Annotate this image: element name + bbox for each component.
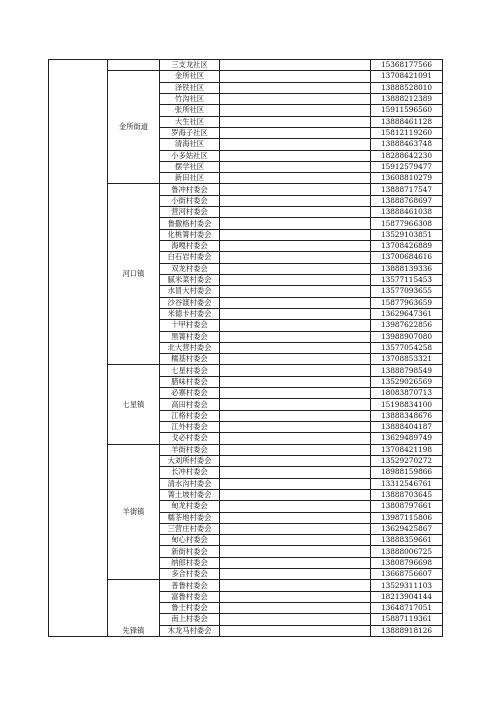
community-name-cell: 张所社区 [160, 105, 220, 116]
empty-cell [220, 422, 371, 433]
phone-cell: 13888703645 [371, 489, 443, 500]
community-name-cell: 海嘎村委会 [160, 241, 220, 252]
community-name-cell: 木龙马村委会 [160, 625, 220, 636]
community-name-cell: 江格村委会 [160, 410, 220, 421]
town-cell: 羊街镇 [108, 444, 160, 580]
community-name-cell: 北大营村委会 [160, 342, 220, 353]
phone-cell: 18213904144 [371, 591, 443, 602]
community-name-cell: 鲁土村委会 [160, 603, 220, 614]
community-name-cell: 长冲村委会 [160, 467, 220, 478]
empty-cell [220, 603, 371, 614]
empty-cell [220, 161, 371, 172]
empty-cell [220, 342, 371, 353]
empty-cell [220, 320, 371, 331]
table-row [49, 365, 443, 376]
empty-cell [220, 82, 371, 93]
empty-cell [220, 501, 371, 512]
empty-cell [220, 263, 371, 274]
empty-cell [220, 71, 371, 82]
town-cell: 先锋镇 [108, 580, 160, 637]
empty-cell [220, 127, 371, 138]
community-name-cell: 甸心村委会 [160, 535, 220, 546]
contact-table-body [49, 60, 443, 637]
empty-cell [220, 444, 371, 455]
community-name-cell: 大刘所村委会 [160, 455, 220, 466]
phone-cell: 13888139336 [371, 263, 443, 274]
community-name-cell: 大生社区 [160, 116, 220, 127]
community-name-cell: 黑箐村委会 [160, 331, 220, 342]
community-name-cell: 清海社区 [160, 139, 220, 150]
phone-cell: 13529270272 [371, 455, 443, 466]
phone-cell: 18288642230 [371, 150, 443, 161]
phone-cell: 13700684616 [371, 252, 443, 263]
community-name-cell: 摆学社区 [160, 161, 220, 172]
community-name-cell: 化桃箐村委会 [160, 229, 220, 240]
empty-cell [220, 274, 371, 285]
empty-cell [220, 105, 371, 116]
phone-cell: 13988907080 [371, 331, 443, 342]
community-name-cell: 糯基村委会 [160, 354, 220, 365]
empty-cell [220, 625, 371, 636]
community-name-cell: 清水沟村委会 [160, 478, 220, 489]
community-name-cell: 双龙村委会 [160, 263, 220, 274]
phone-cell: 13888798549 [371, 365, 443, 376]
empty-cell [220, 331, 371, 342]
table-row [49, 60, 443, 71]
phone-cell: 13708421091 [371, 71, 443, 82]
phone-cell: 13888359661 [371, 535, 443, 546]
phone-cell: 13888717547 [371, 184, 443, 195]
community-name-cell: 米德卡村委会 [160, 308, 220, 319]
phone-cell: 13708421198 [371, 444, 443, 455]
phone-cell: 13708426889 [371, 241, 443, 252]
phone-cell: 13808796698 [371, 557, 443, 568]
phone-cell: 13987115806 [371, 512, 443, 523]
community-name-cell: 小街村委会 [160, 195, 220, 206]
empty-cell [220, 557, 371, 568]
community-name-cell: 泽铁社区 [160, 82, 220, 93]
phone-cell: 13629425867 [371, 523, 443, 534]
table-row [49, 444, 443, 455]
phone-cell: 15812119260 [371, 127, 443, 138]
phone-cell: 18988159866 [371, 467, 443, 478]
empty-cell [220, 60, 371, 71]
phone-cell: 13668756607 [371, 569, 443, 580]
empty-cell [220, 388, 371, 399]
community-name-cell: 羊街村委会 [160, 444, 220, 455]
community-name-cell: 新田社区 [160, 173, 220, 184]
community-name-cell: 江外村委会 [160, 422, 220, 433]
town-cell: 七星镇 [108, 365, 160, 444]
community-name-cell: 新街村委会 [160, 546, 220, 557]
phone-cell: 13577054258 [371, 342, 443, 353]
phone-cell: 13888528010 [371, 82, 443, 93]
empty-cell [220, 399, 371, 410]
phone-cell: 13708853321 [371, 354, 443, 365]
community-name-cell: 沙谷渡村委会 [160, 297, 220, 308]
community-name-cell: 高田村委会 [160, 399, 220, 410]
phone-cell: 13987622856 [371, 320, 443, 331]
empty-cell [220, 229, 371, 240]
phone-cell: 13888348676 [371, 410, 443, 421]
phone-cell: 15911596560 [371, 105, 443, 116]
phone-cell: 13808797661 [371, 501, 443, 512]
empty-cell [220, 467, 371, 478]
community-name-cell: 腊味村委会 [160, 376, 220, 387]
empty-cell [220, 354, 371, 365]
empty-cell [220, 523, 371, 534]
community-name-cell: 白石岩村委会 [160, 252, 220, 263]
empty-cell [220, 184, 371, 195]
empty-cell [220, 241, 371, 252]
phone-cell: 13648717051 [371, 603, 443, 614]
empty-cell [220, 297, 371, 308]
community-name-cell: 戈必村委会 [160, 433, 220, 444]
table-row [49, 71, 443, 82]
phone-cell: 13888006725 [371, 546, 443, 557]
empty-cell [220, 535, 371, 546]
community-name-cell: 腻米菜村委会 [160, 274, 220, 285]
town-cell: 金所街道 [108, 71, 160, 184]
phone-cell: 13888461128 [371, 116, 443, 127]
empty-cell [220, 286, 371, 297]
phone-cell: 13888918126 [371, 625, 443, 636]
empty-cell [220, 455, 371, 466]
community-name-cell: 糯茶地村委会 [160, 512, 220, 523]
empty-cell [220, 139, 371, 150]
phone-cell: 13888404187 [371, 422, 443, 433]
empty-cell [220, 365, 371, 376]
community-name-cell: 箐土坡村委会 [160, 489, 220, 500]
empty-cell [220, 478, 371, 489]
town-cell: 河口镇 [108, 184, 160, 365]
empty-cell [220, 591, 371, 602]
community-name-cell: 罗海子社区 [160, 127, 220, 138]
community-name-cell: 三支龙社区 [160, 60, 220, 71]
community-name-cell: 十甲村委会 [160, 320, 220, 331]
community-name-cell: 金所社区 [160, 71, 220, 82]
empty-cell [220, 308, 371, 319]
community-name-cell: 富鲁村委会 [160, 591, 220, 602]
outer-cell [49, 60, 108, 637]
phone-cell: 15198834100 [371, 399, 443, 410]
phone-cell: 13529026569 [371, 376, 443, 387]
phone-cell: 15912579477 [371, 161, 443, 172]
phone-cell: 18083870713 [371, 388, 443, 399]
empty-cell [220, 614, 371, 625]
phone-cell: 15368177566 [371, 60, 443, 71]
phone-cell: 13629489749 [371, 433, 443, 444]
empty-cell [220, 173, 371, 184]
empty-cell [220, 218, 371, 229]
empty-cell [220, 489, 371, 500]
phone-cell: 13888212389 [371, 93, 443, 104]
community-name-cell: 小多姑社区 [160, 150, 220, 161]
community-name-cell: 纳郎村委会 [160, 557, 220, 568]
empty-cell [220, 569, 371, 580]
town-cell [108, 60, 160, 71]
community-name-cell: 水冒大村委会 [160, 286, 220, 297]
table-row [49, 184, 443, 195]
phone-cell: 13629647361 [371, 308, 443, 319]
phone-cell: 13312546761 [371, 478, 443, 489]
empty-cell [220, 116, 371, 127]
community-name-cell: 普鲁村委会 [160, 580, 220, 591]
community-name-cell: 鲁冲村委会 [160, 184, 220, 195]
empty-cell [220, 580, 371, 591]
community-name-cell: 七星村委会 [160, 365, 220, 376]
contact-table [48, 59, 443, 637]
community-name-cell: 竹沟社区 [160, 93, 220, 104]
empty-cell [220, 150, 371, 161]
empty-cell [220, 410, 371, 421]
empty-cell [220, 207, 371, 218]
empty-cell [220, 376, 371, 387]
community-name-cell: 鲁撒格村委会 [160, 218, 220, 229]
phone-cell: 13529103851 [371, 229, 443, 240]
empty-cell [220, 546, 371, 557]
phone-cell: 13577115453 [371, 274, 443, 285]
empty-cell [220, 433, 371, 444]
phone-cell: 13888463748 [371, 139, 443, 150]
empty-cell [220, 93, 371, 104]
phone-cell: 13608810279 [371, 173, 443, 184]
table-row [49, 580, 443, 591]
community-name-cell: 多合村委会 [160, 569, 220, 580]
community-name-cell: 甸龙村委会 [160, 501, 220, 512]
phone-cell: 15877963659 [371, 297, 443, 308]
community-name-cell: 营河村委会 [160, 207, 220, 218]
phone-cell: 15887119361 [371, 614, 443, 625]
empty-cell [220, 252, 371, 263]
phone-cell: 13888461038 [371, 207, 443, 218]
community-name-cell: 必寨村委会 [160, 388, 220, 399]
phone-cell: 13888768697 [371, 195, 443, 206]
empty-cell [220, 195, 371, 206]
phone-cell: 15877966308 [371, 218, 443, 229]
phone-cell: 13577093655 [371, 286, 443, 297]
community-name-cell: 南上村委会 [160, 614, 220, 625]
community-name-cell: 三营庄村委会 [160, 523, 220, 534]
empty-cell [220, 512, 371, 523]
phone-cell: 13529311103 [371, 580, 443, 591]
